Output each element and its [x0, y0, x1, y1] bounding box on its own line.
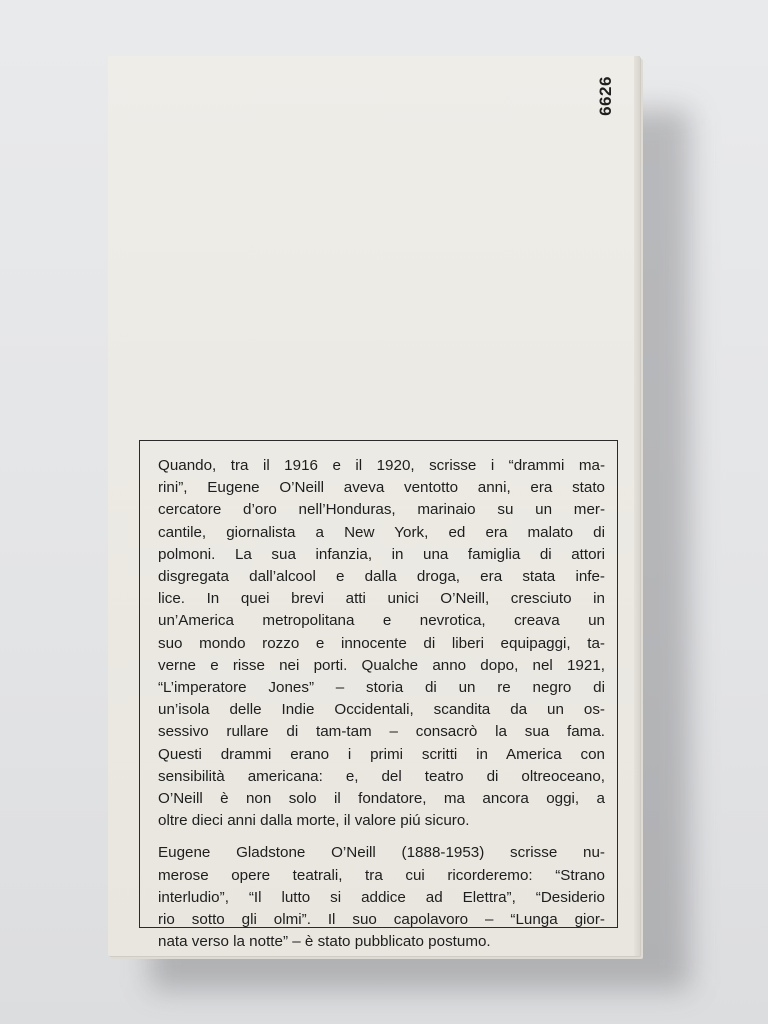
blurb-line: sensibilità americana: e, del teatro di oltreoceano,: [158, 767, 605, 785]
blurb-paragraph-1: [158, 455, 605, 832]
blurb-line: disgregata dall’alcool e dalla droga, era stata infe-: [158, 568, 605, 586]
paragraph-gap: [158, 832, 605, 842]
blurb-line: Questi drammi erano i primi scritti in America con: [158, 745, 605, 763]
blurb-line: suo mondo rozzo e innocente di liberi equipaggi, ta-: [158, 634, 605, 652]
catalog-number-text: 6626: [595, 76, 615, 116]
blurb-line: cercatore d’oro nell’Honduras, marinaio su un mer-: [158, 501, 605, 519]
blurb-line: nata verso la notte” – è stato pubblicato postumo.: [158, 933, 491, 951]
blurb-line: rini”, Eugene O’Neill aveva ventotto anni, era stato: [158, 479, 605, 497]
book-edge: [634, 56, 640, 956]
blurb-line: un’isola delle Indie Occidentali, scandita da un os-: [158, 701, 605, 719]
blurb-line: cantile, giornalista a New York, ed era malato di: [158, 523, 605, 541]
blurb-line: polmoni. La sua infanzia, in una famiglia di attori: [158, 545, 605, 563]
blurb-line: rio sotto gli olmi”. Il suo capolavoro – “Lunga gior-: [158, 911, 605, 929]
blurb-line: verne e risse nei porti. Qualche anno dopo, nel 1921,: [158, 656, 605, 674]
blurb-line: lice. In quei brevi atti unici O’Neill, cresciuto in: [158, 590, 605, 608]
blurb-line: un’America metropolitana e nevrotica, creava un: [158, 612, 605, 630]
blurb-line: oltre dieci anni dalla morte, il valore piú sicuro.: [158, 812, 470, 830]
blurb-line: “L’imperatore Jones” – storia di un re negro di: [158, 679, 605, 697]
blurb-line: sessivo rullare di tam-tam – consacrò la sua fama.: [158, 723, 605, 741]
catalog-number: [586, 66, 626, 126]
blurb-paragraph-2: [158, 842, 605, 953]
blurb-line: interludio”, “Il lutto si addice ad Elettra”, “Desiderio: [158, 888, 605, 906]
blurb-line: Eugene Gladstone O’Neill (1888-1953) scrisse nu-: [158, 844, 605, 862]
blurb-box: [139, 440, 618, 951]
blurb-line: Quando, tra il 1916 e il 1920, scrisse i “drammi ma-: [158, 457, 605, 474]
blurb-line: O’Neill è non solo il fondatore, ma ancora oggi, a: [158, 790, 605, 808]
blurb-line: merose opere teatrali, tra cui ricorderemo: “Strano: [158, 866, 605, 884]
